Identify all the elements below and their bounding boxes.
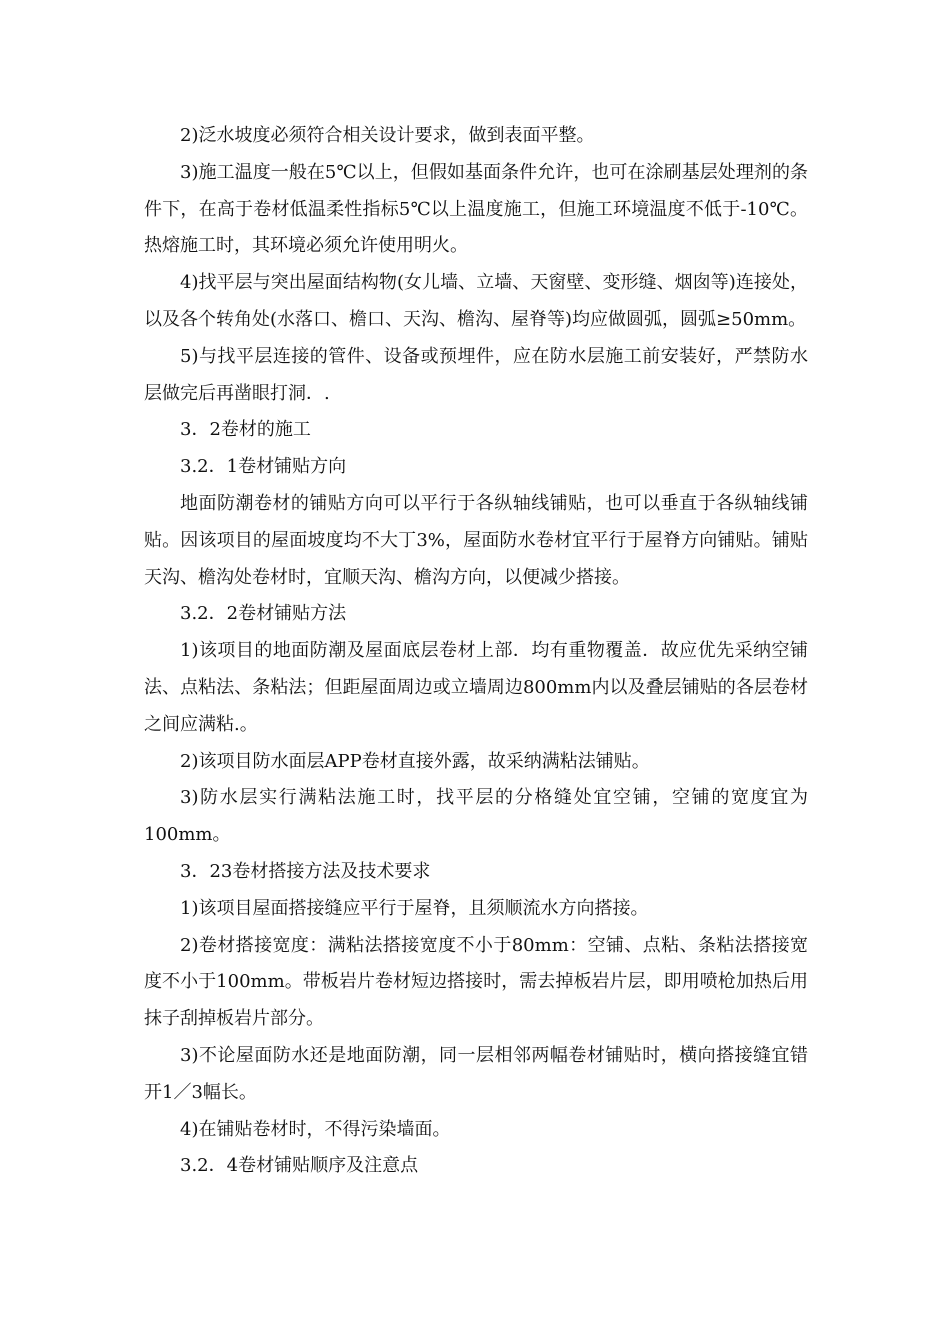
section-heading-membrane-construction: 3．2卷材的施工 bbox=[180, 419, 311, 441]
paragraph-staggered-joints: 3)不论屋面防水还是地面防潮，同一层相邻两幅卷材铺贴时，横向搭接缝宜错开1／3幅长。 bbox=[144, 1044, 808, 1103]
paragraph-full-bond-joints: 3)防水层实行满粘法施工时，找平层的分格缝处宜空铺，空铺的宽度宜为100mm。 bbox=[144, 787, 808, 846]
subsection-heading-laying-sequence: 3.2．4卷材铺贴顺序及注意点 bbox=[180, 1155, 419, 1177]
paragraph-bonding-methods: 1)该项目的地面防潮及屋面底层卷材上部．均有重物覆盖．故应优先采纳空铺法、点粘法、条粘法；但距屋面周边或立墙周边800mm内以及叠层铺贴的各层卷材之间应满粘.。 bbox=[144, 640, 808, 735]
paragraph-overlap-parallel: 1)该项目屋面搭接缝应平行于屋脊，且须顺流水方向搭接。 bbox=[180, 897, 649, 919]
subsection-heading-overlap-method: 3．23卷材搭接方法及技术要求 bbox=[180, 860, 431, 882]
paragraph-app-membrane: 2)该项目防水面层APP卷材直接外露，故采纳满粘法铺贴。 bbox=[180, 750, 650, 772]
subsection-heading-laying-direction: 3.2．1卷材铺贴方向 bbox=[180, 456, 347, 478]
paragraph-laying-direction: 地面防潮卷材的铺贴方向可以平行于各纵轴线铺贴，也可以垂直于各纵轴线铺贴。因该项目的屋面坡度均不大丁3%，屋面防水卷材宜平行于屋脊方向铺贴。铺贴天沟、檐沟处卷材时，宜顺天沟、檐沟方向，以便减少搭接。 bbox=[144, 492, 808, 588]
paragraph-overlap-width: 2)卷材搭接宽度：满粘法搭接宽度不小于80mm：空铺、点粘、条粘法搭接宽度不小于100mm。带板岩片卷材短边搭接时，需去掉板岩片层，即用喷枪加热后用抹子刮掉板岩片部分。 bbox=[144, 934, 808, 1030]
paragraph-embedded-parts: 5)与找平层连接的管件、设备或预埋件，应在防水层施工前安装好，严禁防水层做完后再凿眼打洞．. bbox=[144, 345, 808, 404]
paragraph-construction-temperature: 3)施工温度一般在5℃以上，但假如基面条件允许，也可在涂刷基层处理剂的条件下，在高于卷材低温柔性指标5℃以上温度施工，但施工环境温度不低于-10℃。热熔施工时，其环境必须允许使用明火。 bbox=[144, 161, 808, 257]
paragraph-rounded-corners: 4)找平层与突出屋面结构物(女儿墙、立墙、天窗壁、变形缝、烟囱等)连接处，以及各个转角处(水落口、檐口、天沟、檐沟、屋脊等)均应做圆弧，圆弧≥50mm。 bbox=[144, 272, 808, 330]
subsection-heading-laying-method: 3.2．2卷材铺贴方法 bbox=[180, 603, 347, 625]
paragraph-no-wall-contamination: 4)在铺贴卷材时，不得污染墙面。 bbox=[180, 1118, 451, 1140]
document-body bbox=[144, 118, 808, 1185]
paragraph-flashing-slope: 2)泛水坡度必须符合相关设计要求，做到表面平整。 bbox=[180, 125, 595, 146]
